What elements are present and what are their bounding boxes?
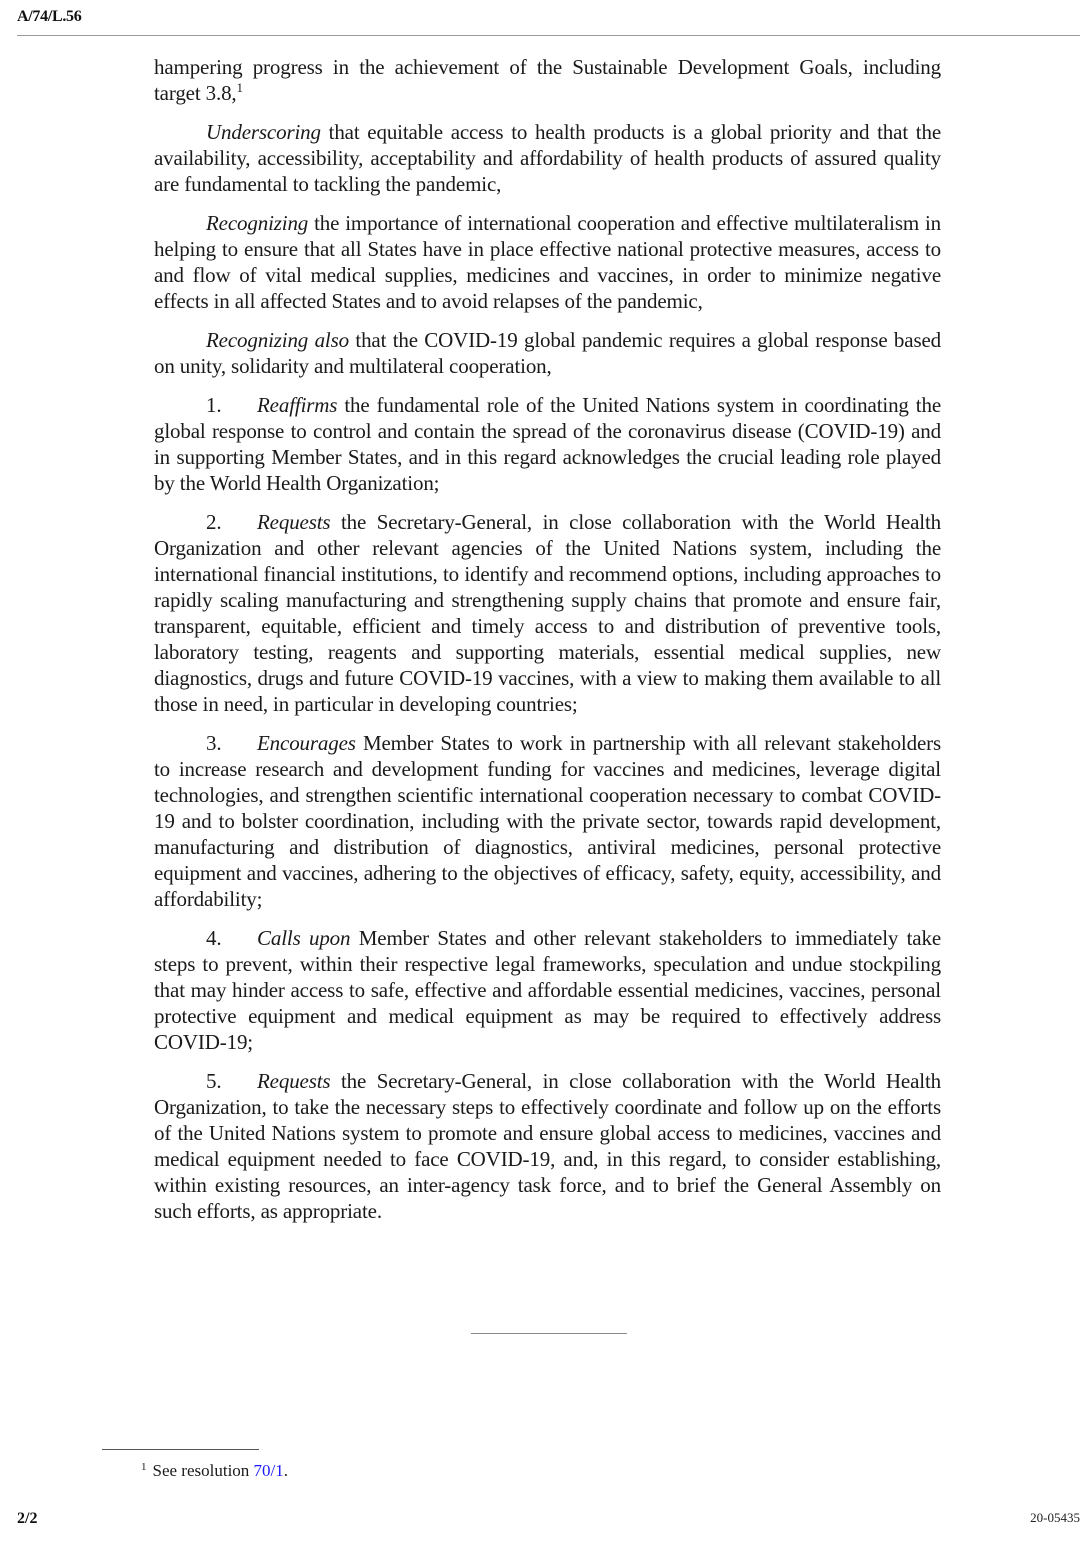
paragraph-number: 2. <box>206 510 222 534</box>
paragraph-number: 1. <box>206 393 222 417</box>
paragraph-lead: Encourages <box>257 731 356 755</box>
paragraph-lead: Reaffirms <box>257 393 338 417</box>
operative-paragraph-2 <box>154 509 941 717</box>
operative-paragraph-4 <box>154 925 941 1055</box>
operative-paragraph-5 <box>154 1068 941 1224</box>
paragraph-lead: Requests <box>257 510 331 534</box>
paragraph-lead: Requests <box>257 1069 331 1093</box>
footnote-separator <box>102 1449 259 1450</box>
preambular-paragraph-recognizing <box>154 210 941 314</box>
preambular-paragraph-underscoring <box>154 119 941 197</box>
paragraph-text: the Secretary-General, in close collaboration with the World Health Organization, to take the necessary steps to effectively coordinate and follow up on the efforts of the United Nations system to promote and ensure global access to medicines, vaccines and medical equipment needed to face COVID-19, and, in this regard, to consider establishing, within existing resources, an inter-agency task force, and to brief the General Assembly on such efforts, as appropriate. <box>154 1069 941 1223</box>
header-divider <box>17 35 1080 36</box>
resolution-link[interactable]: 70/1 <box>253 1461 284 1480</box>
page-number: 2/2 <box>17 1510 38 1527</box>
preambular-paragraph-continuation <box>154 54 941 106</box>
job-number: 20-05435 <box>1030 1510 1080 1525</box>
footnote-text-end: . <box>283 1461 289 1480</box>
document-symbol: A/74/L.56 <box>17 8 82 25</box>
paragraph-text: Member States and other relevant stakeholders to immediately take steps to prevent, within their respective legal frameworks, speculation and undue stockpiling that may hinder access to safe, effective and affordable essential medicines, vaccines, personal protective equipment and medical equipment as may be required to effectively address COVID-19; <box>154 926 941 1054</box>
paragraph-number: 3. <box>206 731 222 755</box>
paragraph-lead: Recognizing also <box>206 328 349 352</box>
footnote-marker: 1 <box>141 1461 147 1473</box>
paragraph-text: that the COVID-19 global pandemic requires a global response based on unity, solidarity and multilateral cooperation, <box>154 328 941 378</box>
footnote-1 <box>141 1460 288 1482</box>
paragraph-text: the Secretary-General, in close collaboration with the World Health Organization and other relevant agencies of the United Nations system, including the international financial institutions, to identify and recommend options, including approaches to rapidly scaling manufacturing and strengthening supply chains that promote and ensure fair, transparent, equitable, efficient and timely access to and distribution of preventive tools, laboratory testing, reagents and supporting materials, essential medical supplies, new diagnostics, drugs and future COVID-19 vaccines, with a view to making them available to all those in need, in particular in developing countries; <box>154 510 941 716</box>
paragraph-text: that equitable access to health products is a global priority and that the availability, accessibility, acceptability and affordability of health products of assured quality are fundamental to tackling the pandemic, <box>154 120 941 196</box>
end-of-document-rule <box>471 1333 627 1334</box>
paragraph-lead: Calls upon <box>257 926 351 950</box>
paragraph-text: hampering progress in the achievement of the Sustainable Development Goals, including target 3.8, <box>154 55 941 105</box>
paragraph-lead: Underscoring <box>206 120 321 144</box>
paragraph-text: the fundamental role of the United Nations system in coordinating the global response to control and contain the spread of the coronavirus disease (COVID-19) and in supporting Member States, and in this regard acknowledges the crucial leading role played by the World Health Organization; <box>154 393 941 495</box>
operative-paragraph-1 <box>154 392 941 496</box>
paragraph-number: 4. <box>206 926 222 950</box>
operative-paragraph-3 <box>154 730 941 912</box>
footnote-reference[interactable]: 1 <box>236 80 243 95</box>
resolution-body <box>154 54 941 1237</box>
preambular-paragraph-recognizing-also <box>154 327 941 379</box>
paragraph-text: Member States to work in partnership with all relevant stakeholders to increase research and development funding for vaccines and medicines, leverage digital technologies, and strengthen scientific international cooperation necessary to combat COVID-19 and to bolster coordination, including with the private sector, towards rapid development, manufacturing and distribution of diagnostics, antiviral medicines, personal protective equipment and vaccines, adhering to the objectives of efficacy, safety, equity, accessibility, and affordability; <box>154 731 941 911</box>
paragraph-lead: Recognizing <box>206 211 309 235</box>
paragraph-number: 5. <box>206 1069 222 1093</box>
footnote-text: See resolution <box>152 1461 254 1480</box>
paragraph-text: the importance of international cooperation and effective multilateralism in helping to ensure that all States have in place effective national protective measures, access to and flow of vital medical supplies, medicines and vaccines, in order to minimize negative effects in all affected States and to avoid relapses of the pandemic, <box>154 211 941 313</box>
